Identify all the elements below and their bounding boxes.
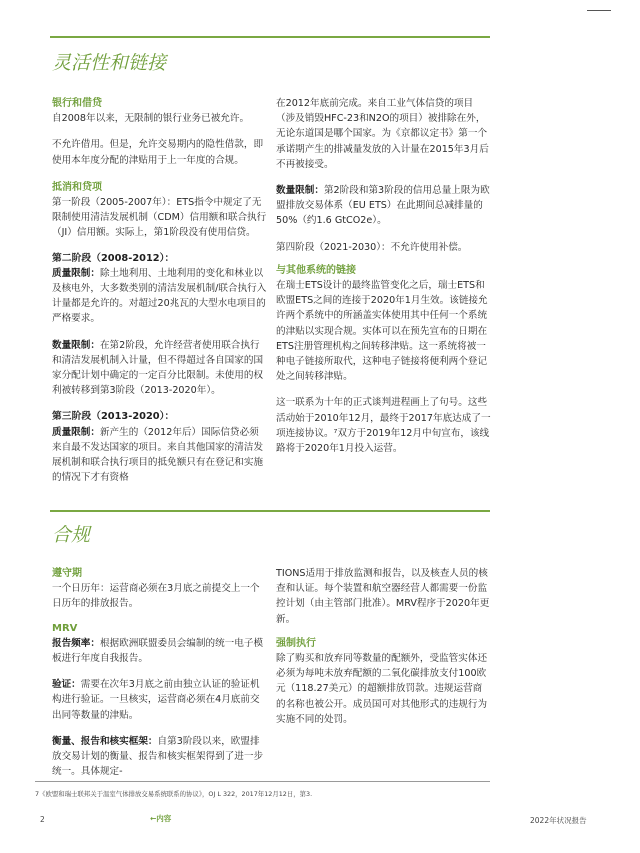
paragraph-phase-4: 第四阶段（2021-2030）：不允许使用补偿。 [276, 241, 468, 253]
flexibility-left-column [52, 96, 267, 485]
paragraph-phase3-continued: 在2012年底前完成。来自工业气体信贷的项目（涉及销毁HFC-23和N2O的项目）被排除在外，无论东道国是哪个国家。为《京都议定书》第一个承诺期产生的排减量发放的入计量在2015年3月后不再被接受。 [276, 98, 489, 170]
label-reporting-frequency: 报告频率： [52, 637, 100, 649]
paragraph-offsets: 第一阶段（2005-2007年）：ETS指令中规定了无限制使用清洁发展机制（CDM）信用额和联合执行（JI）信用额。实际上，第1阶段没有使用信贷。 [52, 197, 267, 239]
heading-linking: 与其他系统的链接 [276, 264, 356, 276]
paragraph-enforcement: 除了购买和放弃同等数量的配额外，受监管实体还必须为每吨未放弃配额的二氧化碳排放支付100欧元（118.27美元）的超额排放罚款。违规运营商的名称也被公开。成员国可对其他形式的违规行为实施不同的处罚。 [276, 653, 488, 725]
text-reporting-frequency: 根据欧洲联盟委员会编制的统一电子模板进行年度自我报告。 [52, 637, 264, 665]
heading-banking: 银行和借贷 [52, 98, 102, 109]
footnote: 7《欧盟和瑞士联邦关于温室气体排放交易系统联系的协议》，OJ L 322，2017年12月12日，第3. [35, 790, 313, 798]
section-divider [50, 36, 490, 38]
paragraph-mrv-framework [52, 734, 267, 780]
paragraph-verification [52, 677, 267, 723]
label-verification: 验证： [52, 679, 81, 691]
heading-mrv: MRV [52, 622, 78, 634]
text-phase2-quality: 除土地利用、土地利用的变化和林业以及核电外，大多数类别的清洁发展机制/联合执行入计量都是允许的。对超过20兆瓦的大型水电项目的严格要求。 [52, 267, 267, 325]
flexibility-right-column [276, 96, 491, 456]
text-mrv-framework: 自第3阶段以来，欧盟排放交易计划的衡量、报告和核实框架得到了进一步统一。具体规定- [52, 735, 264, 778]
heading-offsets: 抵消和贷项 [52, 181, 102, 193]
compliance-left-column [52, 566, 267, 779]
label-quality-limit: 质量限制： [52, 267, 100, 279]
label-quantity-limit: 数量限制： [52, 339, 100, 351]
text-phase3-quality: 新产生的（2012年后）国际信贷必须来自最不发达国家的项目。来自其他国家的清洁发展机制和联合执行项目的抵免额只有在登记和实施的情况下才有资格 [52, 426, 264, 484]
report-name: 2022年状况报告 [530, 816, 587, 825]
label-quality-limit: 质量限制： [52, 426, 100, 438]
section-title-compliance: 合规 [52, 524, 91, 546]
heading-phase-3: 第三阶段（2013-2020）： [52, 411, 175, 423]
section-divider [50, 510, 490, 512]
paragraph-linking-1: 在瑞士ETS设计的最终监管变化之后，瑞士ETS和欧盟ETS之间的连接于2020年1月生效。该链接允许两个系统中的所涵盖实体使用其中任何一个系统的津贴以实现合规。实体可以在预先宣布的日期在ETS注册管理机构之间转移津贴。这一系统将被一种电子链接所取代，这种电子链接将便利两个登记处之间转移津贴。 [276, 280, 488, 383]
top-rule [587, 10, 611, 11]
paragraph-linking-2: 这一联系为十年的正式谈判进程画上了句号。这些活动始于2010年12月，最终于2017年底达成了一项连接协议。⁷双方于2019年12月中旬宣布，该线路将于2020年1月投入运营。 [276, 397, 491, 455]
text-phase2-quantity: 在第2阶段，允许经营者使用联合执行和清洁发展机制入计量，但不得超过各自国家的国家分配计划中确定的一定百分比限制。未使用的权利被转移到第3阶段（2013-2020年）。 [52, 339, 264, 397]
paragraph-quantity-limit [276, 183, 491, 229]
compliance-right-column [276, 566, 491, 727]
paragraph-banking-2: 不允许借用。但是，允许交易期内的隐性借款，即使用本年度分配的津贴用于上一年度的合规。 [52, 139, 264, 166]
paragraph-phase2-quality [52, 266, 267, 327]
heading-compliance-period: 遵守期 [52, 568, 82, 579]
heading-enforcement: 强制执行 [276, 637, 316, 649]
footnote-divider [35, 781, 490, 782]
back-to-contents-link[interactable]: ←内容 [150, 814, 172, 823]
paragraph-reporting-frequency [52, 636, 267, 666]
page-number: 2 [40, 815, 45, 824]
section-title-flexibility: 灵活性和链接 [52, 52, 167, 74]
paragraph-phase2-quantity [52, 338, 267, 399]
label-quantity-limit: 数量限制： [276, 185, 324, 197]
label-mrv-framework: 衡量、报告和核实框架： [52, 735, 158, 747]
paragraph-mrv-continued: TIONS适用于排放监测和报告，以及核查人员的核查和认证。每个装置和航空器经营人都需要一份监控计划（由主管部门批准）。MRV程序于2020年更新。 [276, 568, 490, 625]
paragraph-compliance-period: 一个日历年：运营商必须在3月底之前提交上一个日历年的排放报告。 [52, 583, 260, 610]
text-verification: 需要在次年3月底之前由独立认证的验证机构进行验证。一旦核实，运营商必须在4月底前交出同等数量的津贴。 [52, 679, 260, 721]
paragraph-banking-1: 自2008年以来，无限制的银行业务已被允许。 [52, 113, 250, 125]
text-quantity-limit: 第2阶段和第3阶段的信用总量上限为欧盟排放交易体系（EU ETS）在此期间总减排量的50%（约1.6 GtCO2e）。 [276, 185, 490, 227]
paragraph-phase3-quality [52, 425, 267, 486]
heading-phase-2: 第二阶段（2008-2012）： [52, 252, 175, 264]
